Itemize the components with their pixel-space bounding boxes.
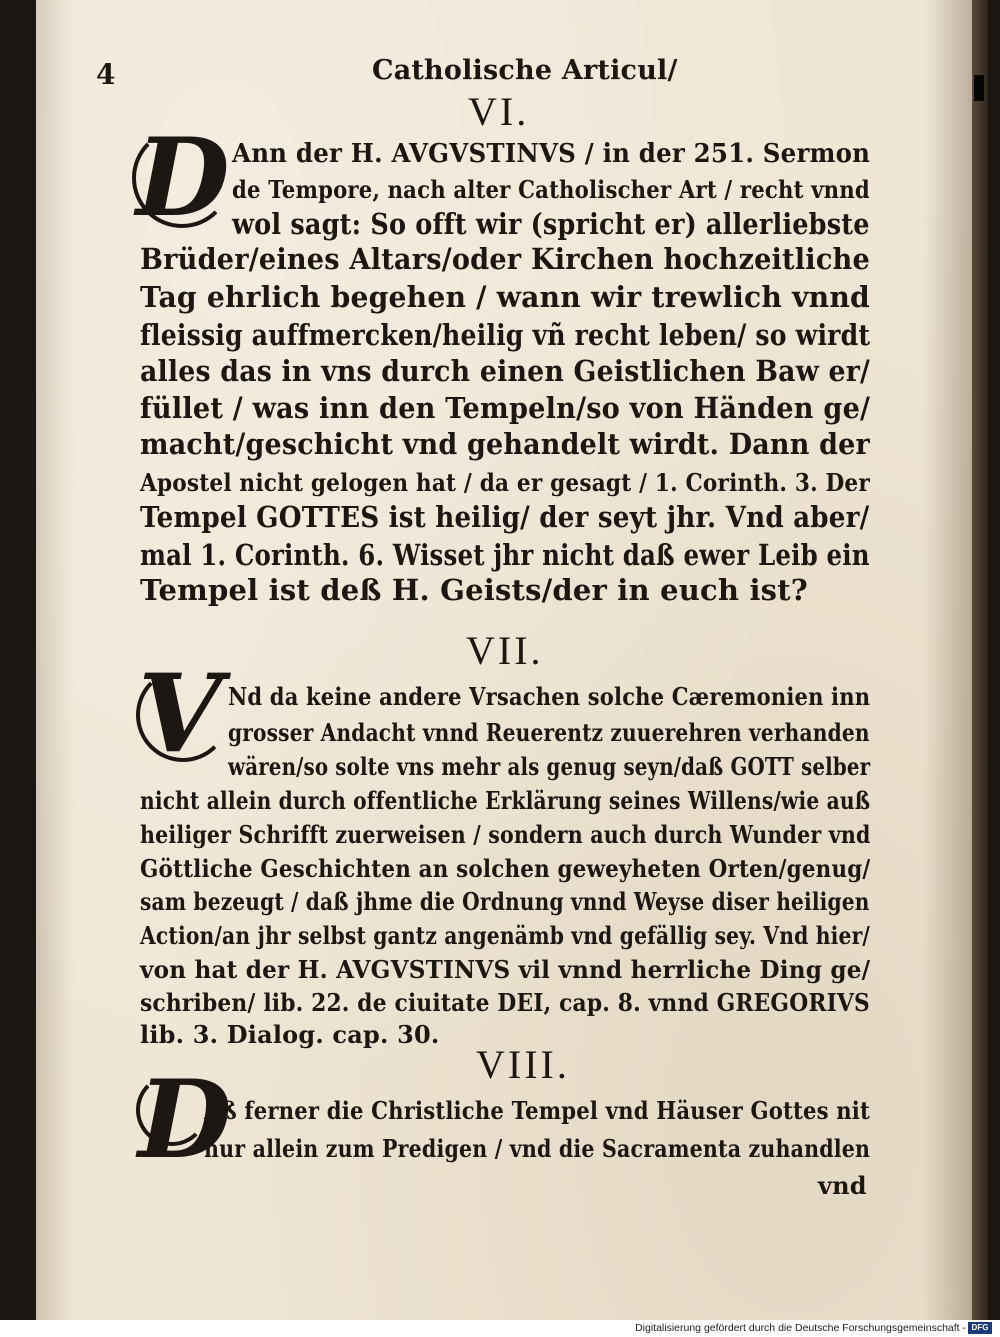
text-line: macht/geschicht vnd gehandelt wirdt. Dann der	[140, 427, 870, 461]
text-line: Brüder/eines Altars/oder Kirchen hochzeitliche	[140, 242, 870, 276]
initial-flourish-ornament	[136, 668, 230, 762]
text-line: Göttliche Geschichten an solchen geweyheten Orten/genug/	[140, 854, 871, 883]
text-line: Aß ferner die Christliche Tempel vnd Häuser Gottes nit	[204, 1096, 870, 1125]
text-line: Nd da keine andere Vrsachen solche Cæremonien inn	[228, 682, 871, 711]
text-line: wol sagt: So offt wir (spricht er) allerliebste	[232, 207, 870, 241]
book-edge	[972, 0, 988, 1320]
dfg-logo: DFG	[968, 1322, 992, 1334]
text-line: wären/so solte vns mehr als genug seyn/daß GOTT selber	[228, 752, 871, 781]
text-line: sam bezeugt / daß jhme die Ordnung vnnd Weyse diser heiligen	[140, 887, 870, 916]
text-line: Tempel GOTTES ist heilig/ der seyt jhr. Vnd aber/	[140, 500, 870, 534]
section-heading-viii: VIII.	[476, 1042, 570, 1087]
section-heading-vi: VI.	[468, 89, 530, 134]
page-number: 4	[96, 58, 116, 91]
text-line: füllet / was inn den Tempeln/so von Händen ge/	[140, 391, 871, 425]
text-line: alles das in vns durch einen Geistlichen Baw er/	[140, 354, 871, 388]
text-line: Tag ehrlich begehen / wann wir trewlich vnnd	[140, 280, 870, 314]
initial-flourish-ornament	[136, 1074, 208, 1146]
text-line: fleissig auffmercken/heilig vñ recht leben/ so wirdt	[140, 318, 871, 352]
text-line: vnd	[818, 1171, 867, 1200]
text-line: grosser Andacht vnnd Reuerentz zuuerehren verhanden	[228, 718, 870, 747]
text-line: Tempel ist deß H. Geists/der in euch ist?	[140, 573, 808, 607]
text-line: lib. 3. Dialog. cap. 30.	[140, 1020, 440, 1049]
page-marker	[974, 75, 984, 101]
text-line: de Tempore, nach alter Catholischer Art / recht vnnd	[232, 175, 870, 204]
running-head: Catholische Articul/	[372, 55, 678, 86]
decorated-initial-d: D	[138, 1057, 232, 1183]
text-line: nicht allein durch offentliche Erklärung seines Willens/wie auß	[140, 786, 871, 815]
text-line: von hat der H. AVGVSTINVS vil vnnd herrliche Ding ge/	[140, 955, 871, 984]
digitization-credit: Digitalisierung gefördert durch die Deutsche Forschungsgemeinschaft -	[635, 1322, 966, 1334]
text-line: schriben/ lib. 22. de ciuitate DEI, cap. 8. vnnd GREGORIVS	[140, 988, 870, 1017]
text-line: Apostel nicht gelogen hat / da er gesagt / 1. Corinth. 3. Der	[140, 468, 870, 497]
decorated-initial-v: V	[138, 651, 222, 777]
text-line: Action/an jhr selbst gantz angenämb vnd gefällig sey. Vnd hier/	[140, 921, 871, 950]
text-line: heiliger Schrifft zuerweisen / sondern auch durch Wunder vnd	[140, 820, 871, 849]
text-line: Ann der H. AVGVSTINVS / in der 251. Sermon	[232, 139, 871, 169]
initial-flourish-ornament	[132, 128, 232, 228]
text-line: nur allein zum Predigen / vnd die Sacramenta zuhandlen	[204, 1134, 871, 1163]
text-line: mal 1. Corinth. 6. Wisset jhr nicht daß ewer Leib ein	[140, 538, 870, 572]
section-heading-vii: VII.	[466, 628, 544, 673]
decorated-initial-d: D	[136, 115, 230, 241]
